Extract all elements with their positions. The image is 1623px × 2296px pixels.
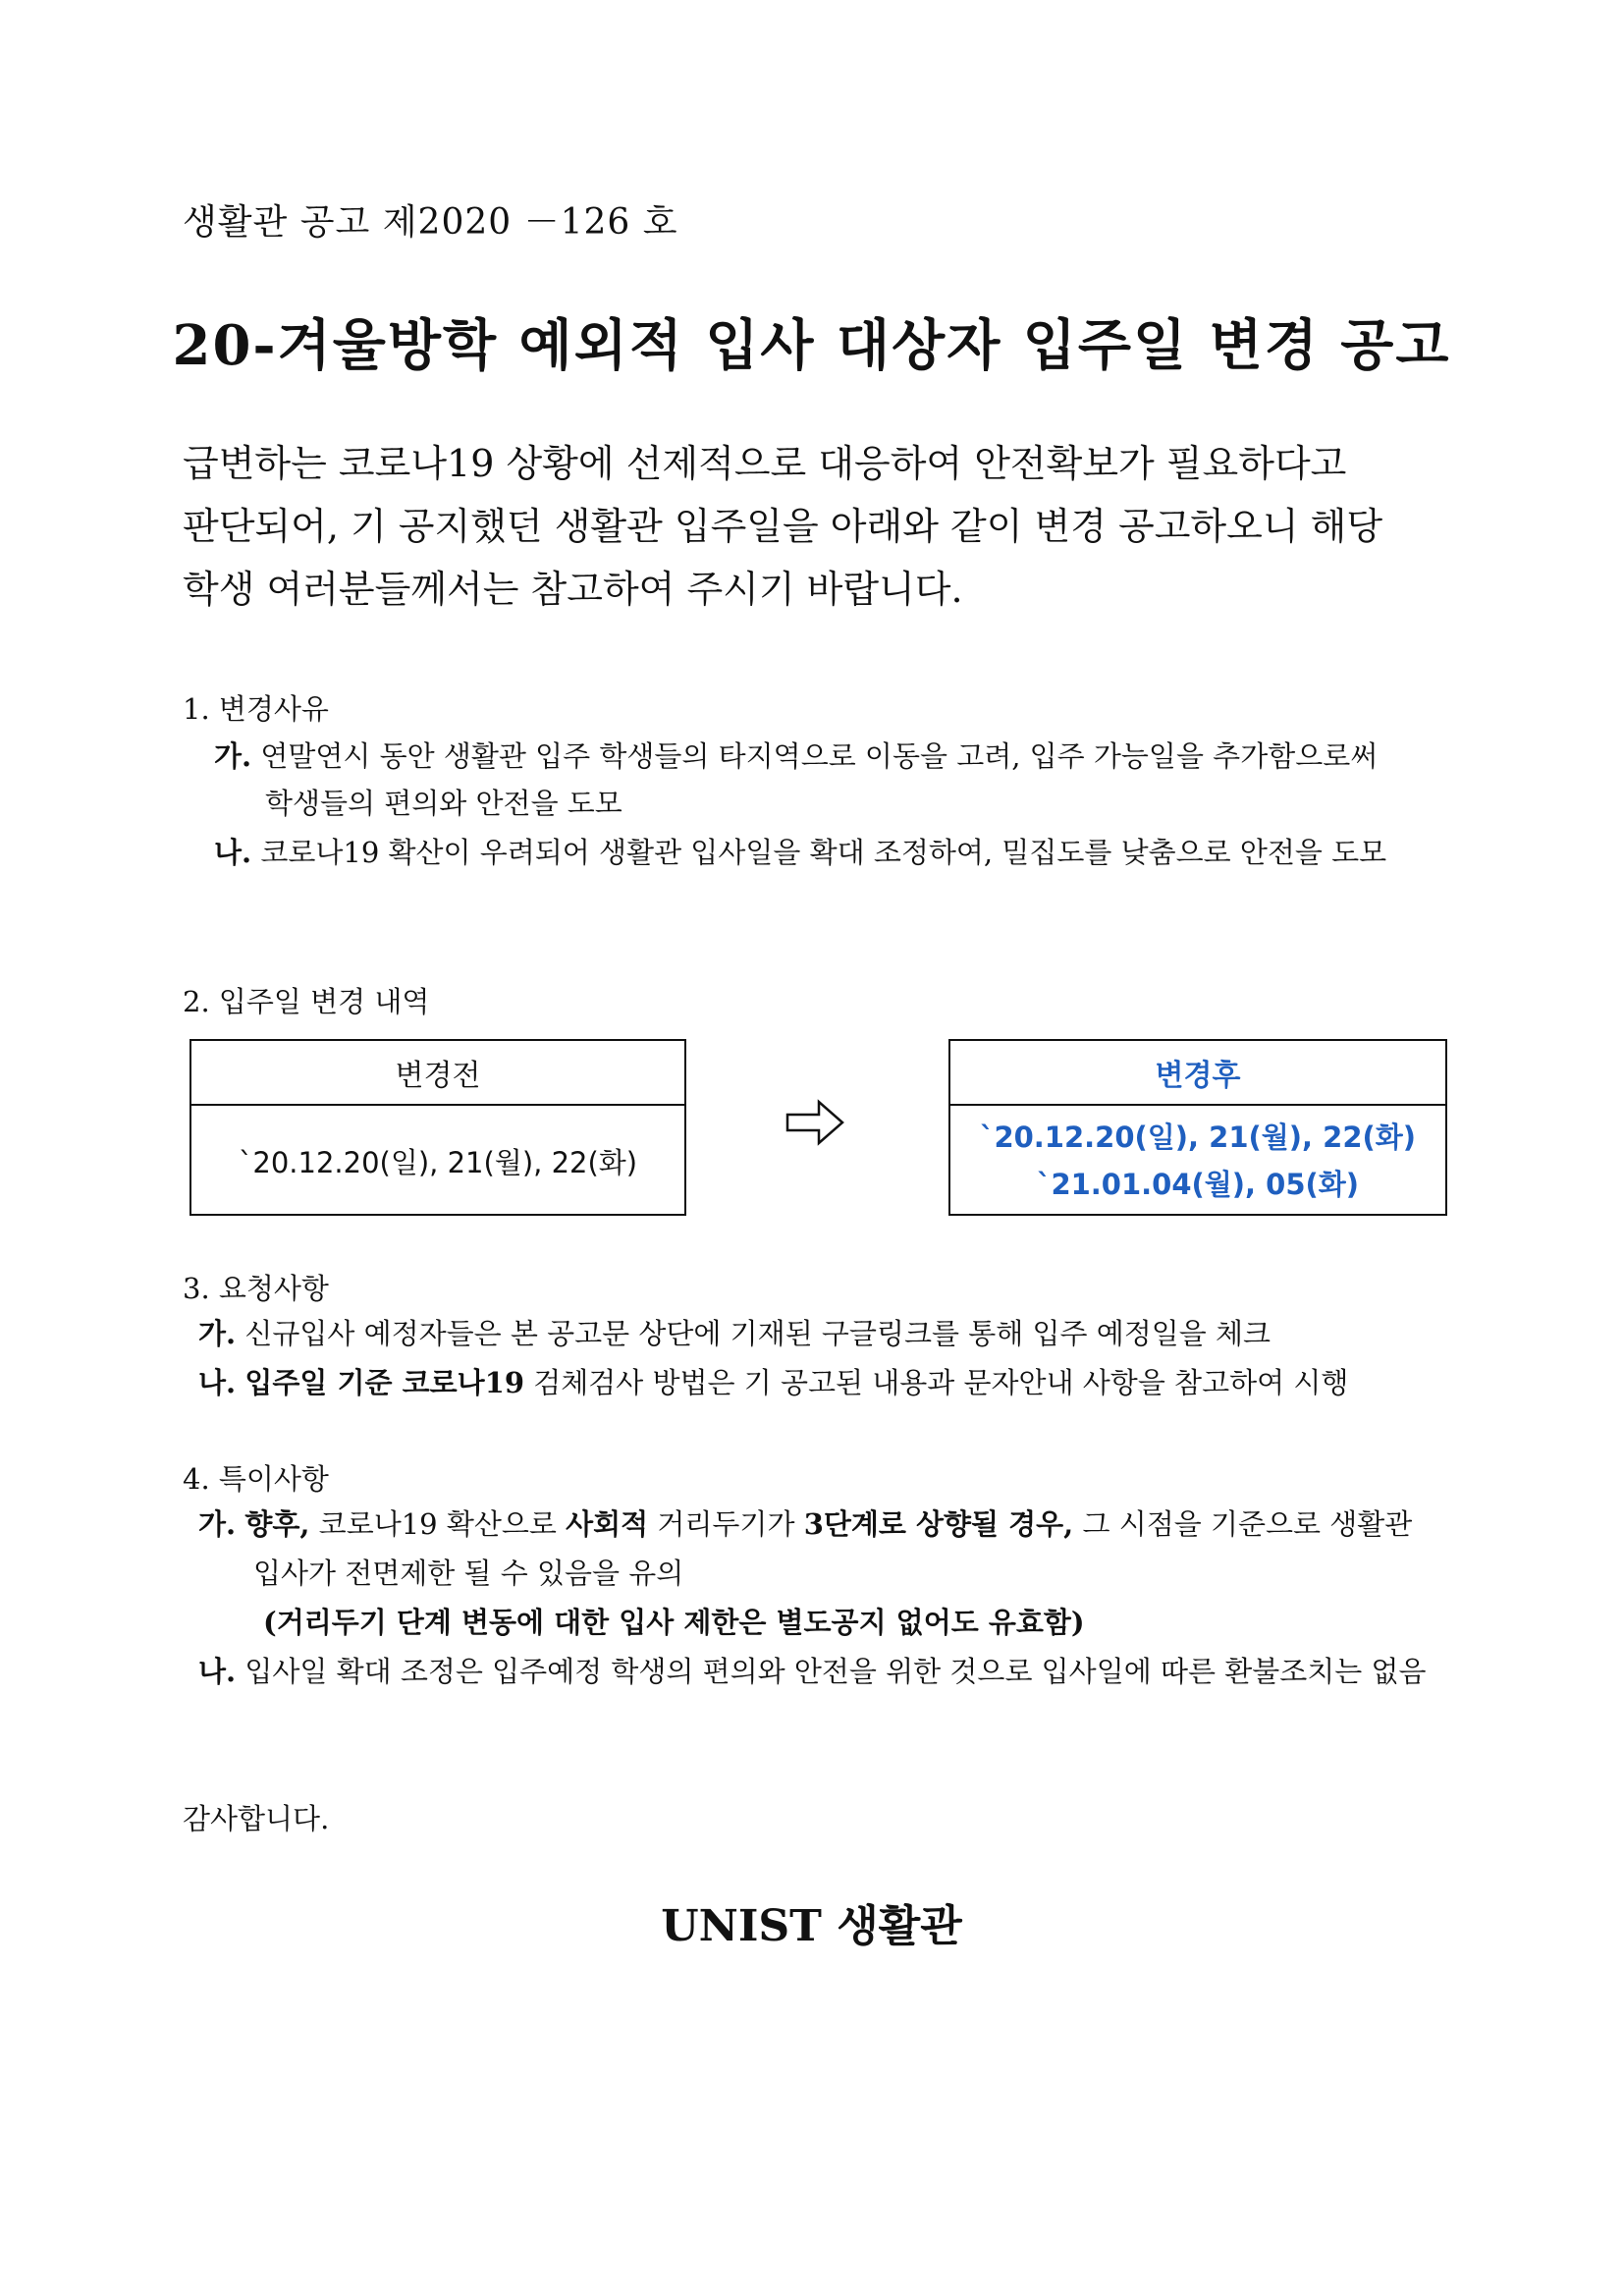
item-text: 검체검사 방법은 기 공고된 내용과 문자안내 사항을 참고하여 시행 bbox=[524, 1366, 1349, 1399]
item-text: 입사일 확대 조정은 입주예정 학생의 편의와 안전을 위한 것으로 입사일에 따른 환불조치는 없음 bbox=[244, 1655, 1427, 1688]
intro-paragraph bbox=[183, 432, 1459, 621]
intro-line: 학생 여러분들께서는 참고하여 주시기 바랍니다. bbox=[183, 568, 963, 611]
section-1-item-na bbox=[214, 831, 1386, 871]
item-text-bold: 3단계로 상향될 경우, bbox=[803, 1507, 1074, 1541]
before-change-box bbox=[189, 1039, 686, 1216]
after-change-dates-1: `20.12.20(일), 21(월), 22(화) bbox=[979, 1121, 1417, 1154]
item-marker: 나. bbox=[198, 1655, 237, 1688]
item-text: 연말연시 동안 생활관 입주 학생들의 타지역으로 이동을 고려, 입주 가능일을 추가함으로써 bbox=[260, 739, 1379, 773]
before-change-dates: `20.12.20(일), 21(월), 22(화) bbox=[238, 1145, 638, 1179]
section-4-item-na bbox=[198, 1650, 1427, 1690]
item-marker: 가. bbox=[214, 739, 252, 773]
item-text: 거리두기가 bbox=[648, 1507, 804, 1541]
notice-number: 생활관 공고 제2020 －126 호 bbox=[183, 202, 678, 243]
item-text: 코로나19 확산으로 bbox=[309, 1507, 567, 1541]
item-text: 신규입사 예정자들은 본 공고문 상단에 기재된 구글링크를 통해 입주 예정일을 체크 bbox=[244, 1317, 1271, 1350]
notice-title: 20-겨울방학 예외적 입사 대상자 입주일 변경 공고 bbox=[172, 313, 1451, 378]
section-4-heading: 4. 특이사항 bbox=[183, 1462, 329, 1496]
item-text: 그 시점을 기준으로 생활관 bbox=[1073, 1507, 1413, 1541]
section-4-item-ga-note: (거리두기 단계 변동에 대한 입사 제한은 별도공지 없어도 유효함) bbox=[263, 1606, 1085, 1639]
section-1-item-ga bbox=[214, 735, 1378, 775]
section-4-item-ga bbox=[198, 1503, 1412, 1543]
after-change-dates-2: `21.01.04(월), 05(화) bbox=[1036, 1168, 1360, 1201]
item-text-bold: 사회적 bbox=[566, 1507, 649, 1541]
after-change-label: 변경후 bbox=[950, 1041, 1445, 1106]
section-4-item-ga-continuation: 입사가 전면제한 될 수 있음을 유의 bbox=[253, 1557, 684, 1590]
section-1-item-ga-continuation: 학생들의 편의와 안전을 도모 bbox=[265, 787, 622, 820]
section-1-heading: 1. 변경사유 bbox=[183, 692, 329, 726]
right-arrow-icon bbox=[785, 1098, 844, 1147]
item-marker: 가. bbox=[198, 1317, 237, 1350]
item-marker: 가. bbox=[198, 1507, 237, 1541]
section-3-item-ga bbox=[198, 1312, 1271, 1352]
intro-line: 급변하는 코로나19 상황에 선제적으로 대응하여 안전확보가 필요하다고 bbox=[183, 442, 1347, 485]
section-2-heading: 2. 입주일 변경 내역 bbox=[183, 985, 430, 1018]
item-marker: 나. bbox=[198, 1366, 237, 1399]
after-change-box bbox=[948, 1039, 1447, 1216]
organization-name: UNIST 생활관 bbox=[661, 1901, 962, 1951]
item-marker: 나. bbox=[214, 836, 252, 869]
item-text: 코로나19 확산이 우려되어 생활관 입사일을 확대 조정하여, 밀집도를 낮춤으로 안전을 도모 bbox=[260, 836, 1387, 869]
section-3-item-na bbox=[198, 1361, 1348, 1401]
closing-text: 감사합니다. bbox=[183, 1802, 330, 1835]
item-text-bold: 향후, bbox=[244, 1507, 310, 1541]
item-text-bold: 입주일 기준 코로나19 bbox=[244, 1366, 525, 1399]
section-3-heading: 3. 요청사항 bbox=[183, 1272, 329, 1305]
before-change-label: 변경전 bbox=[191, 1041, 684, 1106]
intro-line: 판단되어, 기 공지했던 생활관 입주일을 아래와 같이 변경 공고하오니 해당 bbox=[183, 505, 1383, 548]
